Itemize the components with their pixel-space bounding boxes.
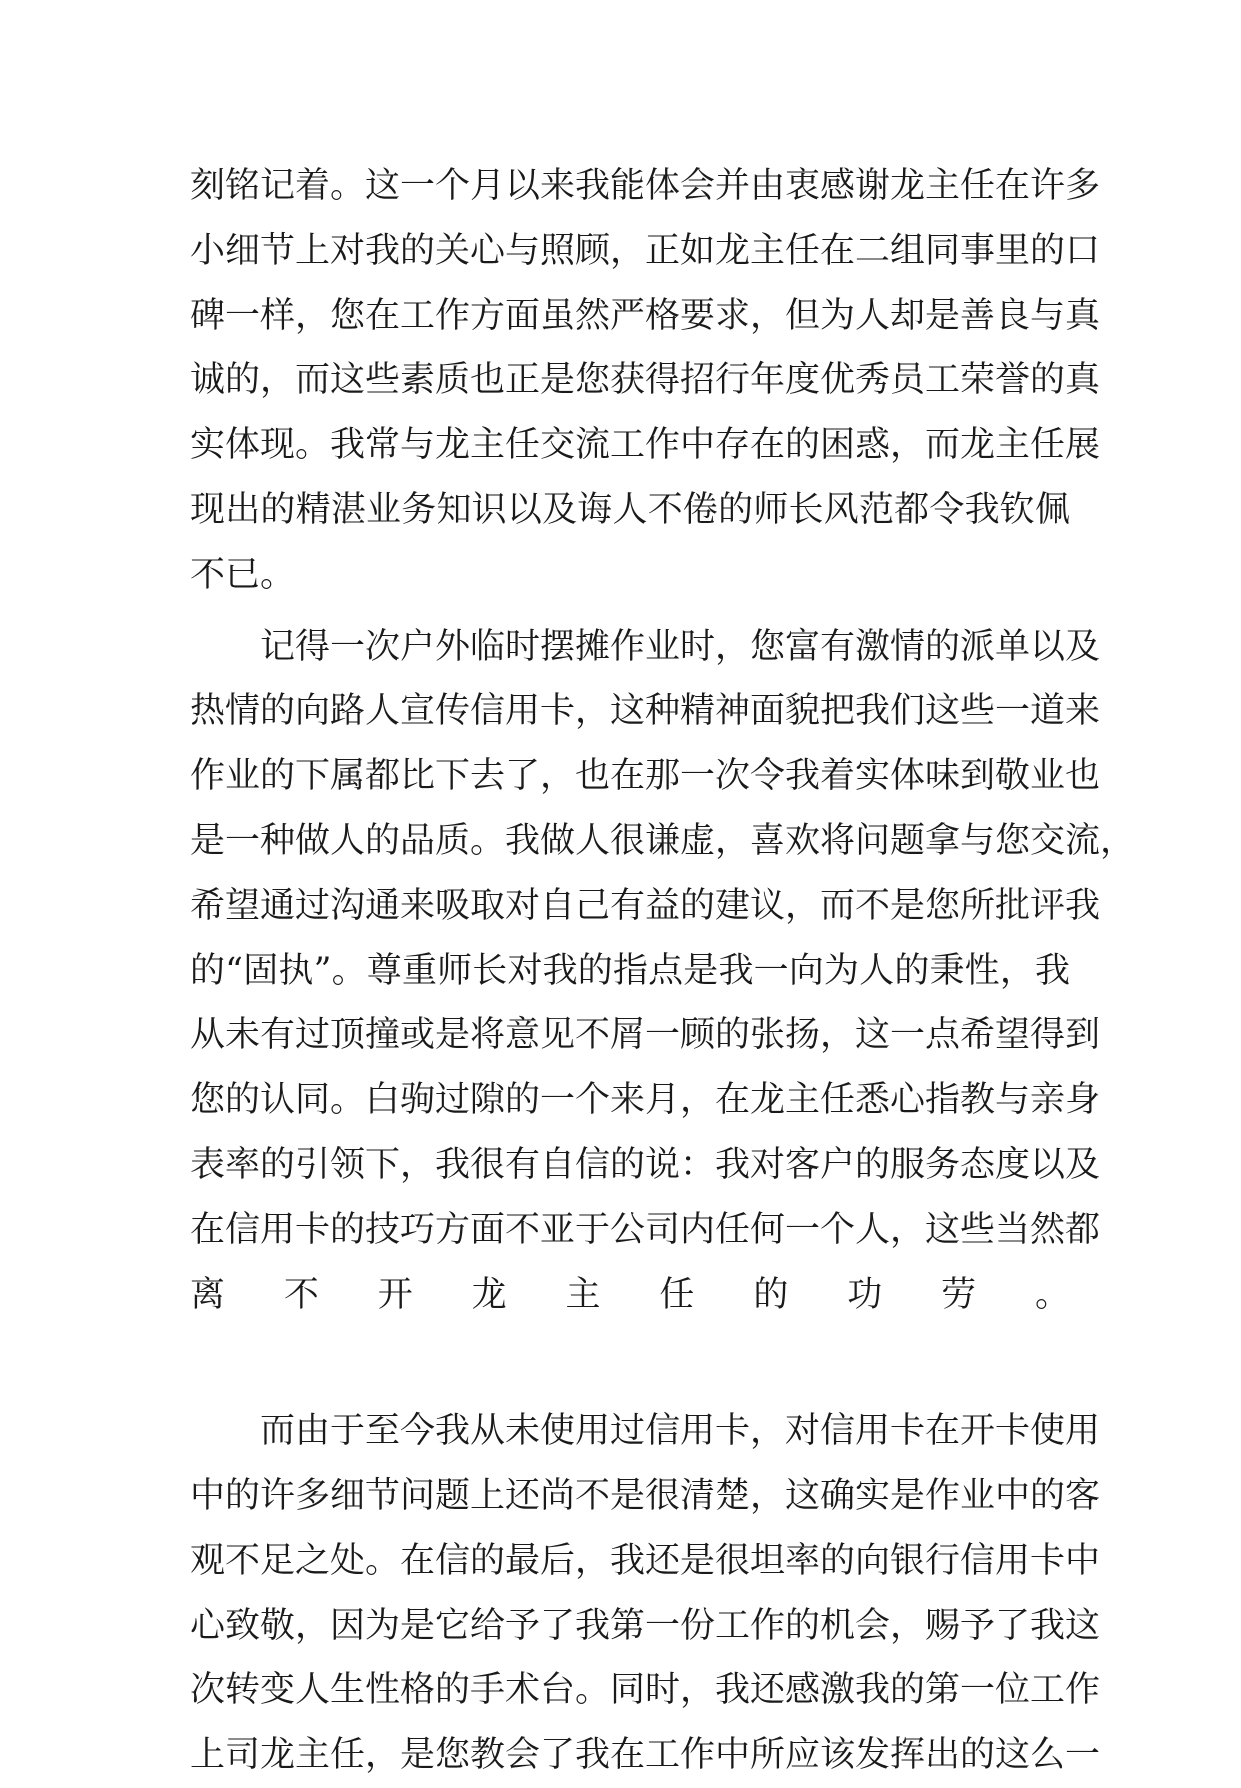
text-line: 希望通过沟通来吸取对自己有益的建议，而不是您所批评我 xyxy=(190,885,1101,926)
text-line: 不已。 xyxy=(190,554,296,595)
text-line: 的“固执”。尊重师长对我的指点是我一向为人的秉性，我 xyxy=(190,950,1070,991)
letter-body xyxy=(190,154,1136,1788)
paragraph xyxy=(190,154,1101,608)
text-line: 离不开龙主任的功劳。 xyxy=(190,1274,1070,1315)
text-line: 记得一次户外临时摆摊作业时，您富有激情的派单以及 xyxy=(260,626,1101,667)
text-line: 中的许多细节问题上还尚不是很清楚，这确实是作业中的客 xyxy=(190,1475,1101,1516)
text-line: 碑一样，您在工作方面虽然严格要求，但为人却是善良与真 xyxy=(190,295,1101,336)
text-line: 实体现。我常与龙主任交流工作中存在的困惑，而龙主任展 xyxy=(190,425,1101,466)
paragraph xyxy=(190,1399,1101,1788)
text-line: 现出的精湛业务知识以及诲人不倦的师长风范都令我钦佩 xyxy=(190,489,1070,530)
text-line: 是一种做人的品质。我做人很谦虚，喜欢将问题拿与您交流， xyxy=(190,820,1136,861)
text-line: 心致敬，因为是它给予了我第一份工作的机会，赐予了我这 xyxy=(190,1605,1101,1646)
text-line: 刻铭记着。这一个月以来我能体会并由衷感谢龙主任在许多 xyxy=(190,166,1101,206)
text-line: 诚的，而这些素质也正是您获得招行年度优秀员工荣誉的真 xyxy=(190,360,1101,401)
text-line: 而由于至今我从未使用过信用卡，对信用卡在开卡使用 xyxy=(260,1411,1101,1452)
text-line: 作业的下属都比下去了，也在那一次令我着实体味到敬业也 xyxy=(190,756,1101,797)
text-line: 上司龙主任，是您教会了我在工作中所应该发挥出的这么一 xyxy=(190,1735,1101,1776)
paragraph-gap xyxy=(190,1392,1070,1399)
text-line: 您的认同。白驹过隙的一个来月，在龙主任悉心指教与亲身 xyxy=(190,1080,1101,1121)
text-line xyxy=(190,1327,1070,1392)
text-line: 小细节上对我的关心与照顾，正如龙主任在二组同事里的口 xyxy=(190,230,1101,271)
text-line: 次转变人生性格的手术台。同时，我还感激我的第一位工作 xyxy=(190,1670,1101,1711)
text-line: 在信用卡的技巧方面不亚于公司内任何一个人，这些当然都 xyxy=(190,1209,1101,1250)
paragraph xyxy=(190,615,1136,1393)
text-line: 表率的引领下，我很有自信的说：我对客户的服务态度以及 xyxy=(190,1144,1101,1185)
text-line: 从未有过顶撞或是将意见不屑一顾的张扬，这一点希望得到 xyxy=(190,1015,1101,1056)
text-line: 热情的向路人宣传信用卡，这种精神面貌把我们这些一道来 xyxy=(190,691,1101,732)
paragraph-gap xyxy=(190,608,1070,615)
text-line: 观不足之处。在信的最后，我还是很坦率的向银行信用卡中 xyxy=(190,1540,1101,1581)
